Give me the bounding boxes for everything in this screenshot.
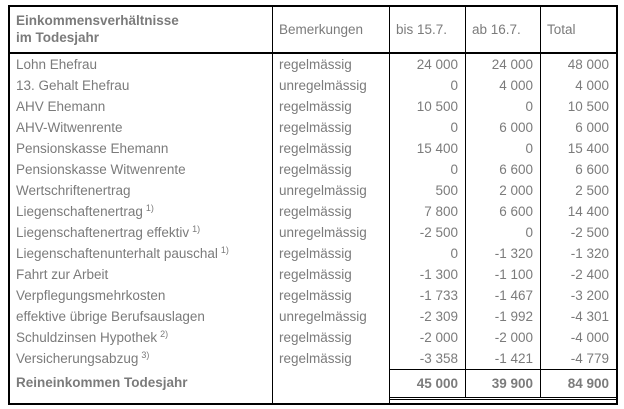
- row-label: Wertschriftenertrag: [16, 183, 131, 198]
- row-value-total: -4 000: [540, 327, 616, 348]
- row-label: Schuldzinsen Hypothek: [16, 330, 158, 345]
- header-col-until: [389, 7, 465, 52]
- row-value-total: -4 301: [540, 306, 616, 327]
- header-col-remarks: [272, 7, 389, 52]
- header-col-from: [465, 7, 540, 52]
- row-label: Fahrt zur Arbeit: [16, 267, 109, 282]
- row-value-total: -2 400: [540, 264, 616, 285]
- row-value-total: 6 000: [540, 117, 616, 138]
- row-value-ab: 4 000: [465, 75, 540, 96]
- row-footnote-marker: 3): [141, 349, 150, 360]
- row-value-bis: 0: [389, 243, 465, 264]
- row-label-cell: [10, 54, 272, 75]
- header-col-until-label: bis 15.7.: [396, 22, 448, 37]
- header-col-total-label: Total: [547, 22, 576, 37]
- bottom-strip-number-area: [389, 398, 616, 405]
- header-title-line1: Einkommensverhältnisse: [16, 12, 179, 28]
- row-remark: unregelmässig: [272, 306, 389, 327]
- row-footnote-marker: 2): [160, 328, 169, 339]
- row-label: Verpflegungsmehrkosten: [16, 288, 166, 303]
- row-remark: regelmässig: [272, 159, 389, 180]
- row-value-ab: 6 600: [465, 201, 540, 222]
- total-value-total: 84 900: [540, 369, 616, 398]
- row-label-cell: [10, 201, 272, 222]
- table-row: [10, 138, 616, 159]
- row-value-bis: 0: [389, 117, 465, 138]
- row-footnote-marker: 1): [192, 223, 201, 234]
- table-row: [10, 222, 616, 243]
- table-row: [10, 117, 616, 138]
- row-label: Lohn Ehefrau: [16, 57, 98, 72]
- row-value-ab: -2 000: [465, 327, 540, 348]
- row-value-total: -4 779: [540, 348, 616, 369]
- row-label-cell: [10, 117, 272, 138]
- table-body: [10, 54, 616, 369]
- bottom-strip: [10, 398, 616, 405]
- table-row: [10, 264, 616, 285]
- row-value-ab: 2 000: [465, 180, 540, 201]
- double-rule: [390, 399, 616, 405]
- table-row: [10, 285, 616, 306]
- table-row: [10, 243, 616, 264]
- row-value-bis: -1 733: [389, 285, 465, 306]
- row-label-cell: [10, 285, 272, 306]
- row-value-total: -1 320: [540, 243, 616, 264]
- total-row: [10, 369, 616, 398]
- row-remark: regelmässig: [272, 201, 389, 222]
- row-value-ab: 24 000: [465, 54, 540, 75]
- row-value-ab: 0: [465, 96, 540, 117]
- row-value-total: 15 400: [540, 138, 616, 159]
- row-remark: regelmässig: [272, 117, 389, 138]
- row-remark: regelmässig: [272, 264, 389, 285]
- row-label-cell: [10, 243, 272, 264]
- row-label: Pensionskasse Witwenrente: [16, 162, 186, 177]
- row-value-bis: -1 300: [389, 264, 465, 285]
- row-remark: unregelmässig: [272, 180, 389, 201]
- row-value-ab: -1 421: [465, 348, 540, 369]
- row-value-bis: 15 400: [389, 138, 465, 159]
- row-value-total: 14 400: [540, 201, 616, 222]
- row-label-cell: [10, 264, 272, 285]
- header-title-line2: im Todesjahr: [16, 29, 100, 45]
- row-value-ab: -1 467: [465, 285, 540, 306]
- row-label-cell: [10, 75, 272, 96]
- row-remark: regelmässig: [272, 327, 389, 348]
- total-row-remarks: [272, 369, 389, 398]
- table-row: [10, 159, 616, 180]
- row-value-ab: -1 320: [465, 243, 540, 264]
- row-label: effektive übrige Berufsauslagen: [16, 309, 205, 324]
- row-label: 13. Gehalt Ehefrau: [16, 78, 130, 93]
- table-row: [10, 348, 616, 369]
- row-value-bis: 0: [389, 159, 465, 180]
- table-row: [10, 306, 616, 327]
- row-value-bis: 0: [389, 75, 465, 96]
- row-footnote-marker: 1): [220, 244, 229, 255]
- row-value-bis: 500: [389, 180, 465, 201]
- row-label-cell: [10, 159, 272, 180]
- row-label-cell: [10, 222, 272, 243]
- row-value-total: -2 500: [540, 222, 616, 243]
- row-label-cell: [10, 348, 272, 369]
- table-row: [10, 54, 616, 75]
- row-remark: regelmässig: [272, 138, 389, 159]
- table-row: [10, 201, 616, 222]
- row-remark: regelmässig: [272, 243, 389, 264]
- header-col-remarks-label: Bemerkungen: [279, 22, 364, 37]
- row-value-total: 48 000: [540, 54, 616, 75]
- table-row: [10, 327, 616, 348]
- row-label: Liegenschaftenunterhalt pauschal: [16, 246, 218, 261]
- total-value-bis: 45 000: [389, 369, 465, 398]
- row-value-bis: 10 500: [389, 96, 465, 117]
- row-label: Liegenschaftenertrag: [16, 204, 143, 219]
- bottom-strip-label-area: [10, 398, 272, 405]
- row-value-total: 10 500: [540, 96, 616, 117]
- row-value-total: 2 500: [540, 180, 616, 201]
- row-value-bis: -3 358: [389, 348, 465, 369]
- row-value-bis: -2 309: [389, 306, 465, 327]
- row-value-ab: 0: [465, 222, 540, 243]
- row-remark: regelmässig: [272, 348, 389, 369]
- row-value-ab: -1 100: [465, 264, 540, 285]
- header-col-total: [540, 7, 616, 52]
- row-value-bis: -2 500: [389, 222, 465, 243]
- row-remark: unregelmässig: [272, 222, 389, 243]
- bottom-strip-remarks-area: [272, 398, 389, 405]
- row-value-ab: 6 000: [465, 117, 540, 138]
- row-label-cell: [10, 138, 272, 159]
- row-value-total: 4 000: [540, 75, 616, 96]
- row-label: Versicherungsabzug: [16, 351, 139, 366]
- row-remark: unregelmässig: [272, 75, 389, 96]
- row-remark: regelmässig: [272, 96, 389, 117]
- row-value-total: -3 200: [540, 285, 616, 306]
- row-remark: regelmässig: [272, 54, 389, 75]
- row-label: AHV Ehemann: [16, 99, 106, 114]
- row-value-ab: 6 600: [465, 159, 540, 180]
- income-table: [8, 5, 618, 405]
- row-value-ab: -1 992: [465, 306, 540, 327]
- table-header-row: [10, 7, 616, 54]
- total-row-label: Reineinkommen Todesjahr: [16, 375, 188, 390]
- header-title: [10, 7, 272, 52]
- row-label-cell: [10, 96, 272, 117]
- row-label: Pensionskasse Ehemann: [16, 141, 169, 156]
- row-label: Liegenschaftenertrag effektiv: [16, 225, 190, 240]
- total-value-ab: 39 900: [465, 369, 540, 398]
- header-col-from-label: ab 16.7.: [472, 22, 521, 37]
- row-value-total: 6 600: [540, 159, 616, 180]
- table-row: [10, 75, 616, 96]
- table-row: [10, 180, 616, 201]
- row-label-cell: [10, 180, 272, 201]
- row-footnote-marker: 1): [145, 202, 154, 213]
- row-value-bis: 24 000: [389, 54, 465, 75]
- row-value-bis: 7 800: [389, 201, 465, 222]
- row-label-cell: [10, 327, 272, 348]
- table-row: [10, 96, 616, 117]
- row-value-bis: -2 000: [389, 327, 465, 348]
- row-remark: regelmässig: [272, 285, 389, 306]
- row-label: AHV-Witwenrente: [16, 120, 123, 135]
- row-value-ab: 0: [465, 138, 540, 159]
- row-label-cell: [10, 306, 272, 327]
